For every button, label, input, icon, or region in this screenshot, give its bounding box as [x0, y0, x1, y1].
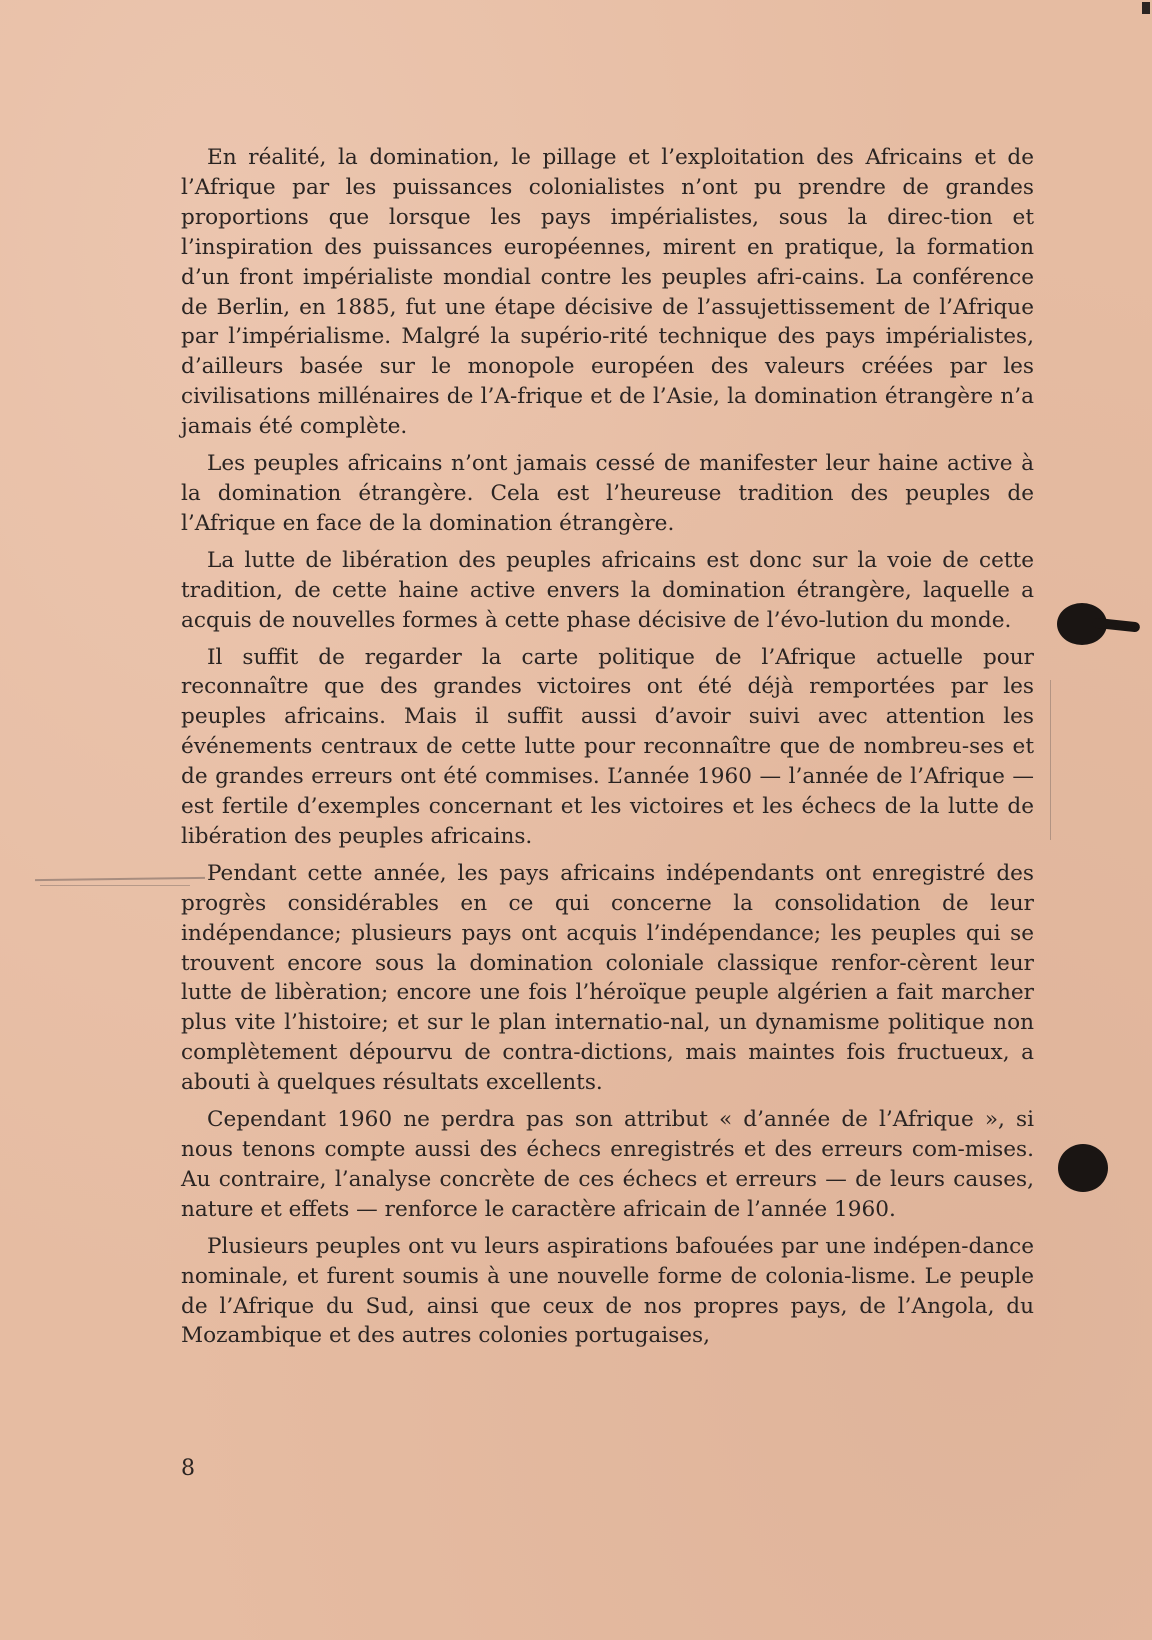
corner-mark: [1142, 2, 1150, 14]
paragraph-1: En réalité, la domination, le pillage et l’exploitation des Africains et de l’Afrique par les puissances colonialistes n’ont pu prendre de grandes proportions que lorsque les pays impérialistes, sous la direc-tion et l’inspiration des puissances européennes, mirent en pratique, la formation d’un front impérialiste mondial contre les peuples afri-cains. La conférence de Berlin, en 1885, fut une étape décisive de l’assujettissement de l’Afrique par l’impérialisme. Malgré la supério-rité technique des pays impérialistes, d’ailleurs basée sur le monopole européen des valeurs créées par les civilisations millénaires de l’A-frique et de l’Asie, la domination étrangère n’a jamais été complète.: [181, 145, 1034, 440]
page-number: 8: [181, 1456, 195, 1481]
paragraph-2: Les peuples africains n’ont jamais cessé de manifester leur haine active à la domination étrangère. Cela est l’heureuse tradition des peuples de l’Afrique en face de la domination étrangère.: [181, 451, 1034, 536]
paragraph-6: Cependant 1960 ne perdra pas son attribut « d’année de l’Afrique », si nous tenons compte aussi des échecs enregistrés et des erreurs com-mises. Au contraire, l’analyse concrète de ces échecs et erreurs — de leurs causes, nature et effets — renforce le caractère africain de l’année 1960.: [181, 1107, 1034, 1222]
body-text: [181, 143, 1034, 1358]
paragraph-5: Pendant cette année, les pays africains indépendants ont enregistré des progrès considérables en ce qui concerne la consolidation de leur indépendance; plusieurs pays ont acquis l’indépendance; les peuples qui se trouvent encore sous la domination coloniale classique renfor-cèrent leur lutte de libèration; encore une fois l’héroïque peuple algérien a fait marcher plus vite l’histoire; et sur le plan internatio-nal, un dynamisme politique non complètement dépourvu de contra-dictions, mais maintes fois fructueux, a abouti à quelques résultats excellents.: [181, 860, 1034, 1096]
margin-bracket: [1040, 680, 1051, 840]
pencil-mark: [35, 877, 205, 881]
paragraph-7: Plusieurs peuples ont vu leurs aspirations bafouées par une indépen-dance nominale, et furent soumis à une nouvelle forme de colonia-lisme. Le peuple de l’Afrique du Sud, ainsi que ceux de nos propres pays, de l’Angola, du Mozambique et des autres colonies portugaises,: [181, 1233, 1034, 1349]
paragraph-3: La lutte de libération des peuples africains est donc sur la voie de cette tradition, de cette haine active envers la domination étrangère, laquelle a acquis de nouvelles formes à cette phase décisive de l’évo-lution du monde.: [181, 547, 1034, 633]
paragraph-4: Il suffit de regarder la carte politique de l’Afrique actuelle pour reconnaître que des grandes victoires ont été déjà remportées par les peuples africains. Mais il suffit aussi d’avoir suivi avec attention les événements centraux de cette lutte pour reconnaître que de nombreu-ses et de grandes erreurs ont été commises. L’année 1960 — l’année de l’Afrique — est fertile d’exemples concernant et les victoires et les échecs de la lutte de libération des peuples africains.: [181, 644, 1034, 849]
pencil-mark: [40, 885, 190, 886]
ink-blot: [1058, 1144, 1108, 1192]
